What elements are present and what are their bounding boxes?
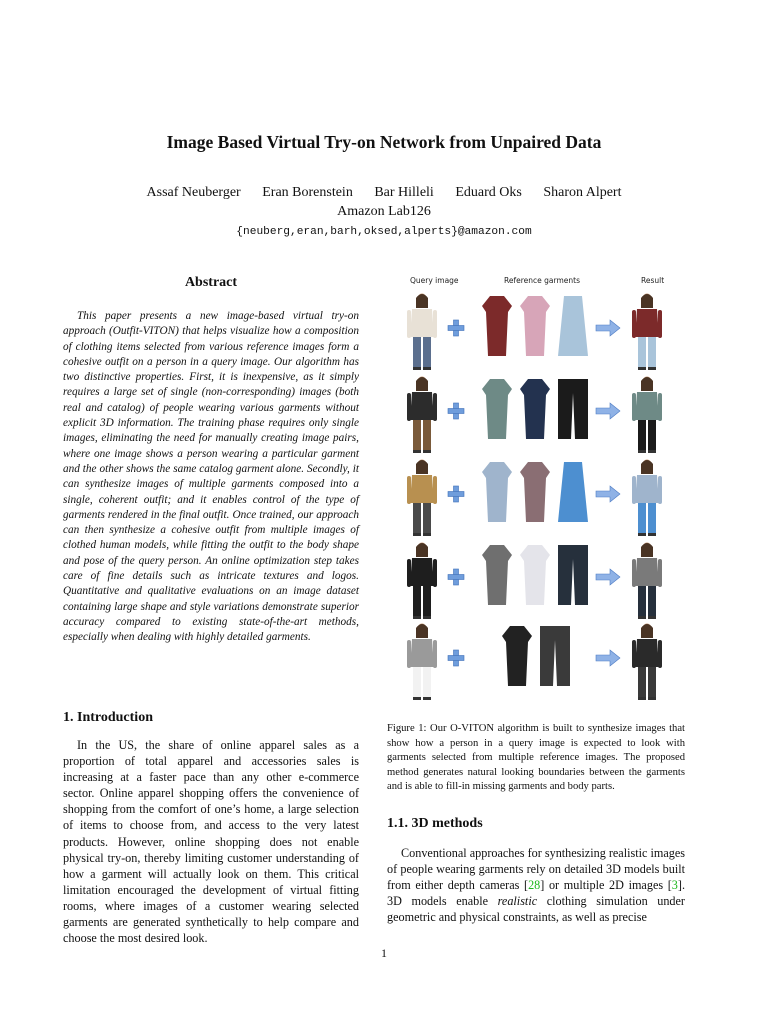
- result-person-leg: [648, 586, 656, 616]
- query-person-leg: [423, 586, 431, 616]
- result-person-arm: [658, 393, 662, 421]
- text-run: ] or multiple 2D images [: [540, 878, 672, 893]
- arrow-right-icon: [596, 403, 620, 419]
- result-person-top: [635, 475, 659, 503]
- query-person-arm: [433, 393, 437, 421]
- query-person-leg: [413, 420, 421, 450]
- result-person-arm: [632, 640, 636, 668]
- plus-icon: [448, 575, 464, 580]
- page-number: 1: [381, 946, 387, 960]
- query-person-hair: [416, 294, 428, 308]
- result-person-top: [635, 558, 659, 586]
- result-person-shoe: [648, 616, 656, 619]
- query-person-leg: [413, 667, 421, 697]
- query-person-top: [410, 639, 434, 667]
- query-person-shoe: [413, 616, 421, 619]
- figure-1: [390, 272, 686, 712]
- text-run: Conventional approaches for synthesizing realistic images of people wearing garments rely on detailed 3D models built from either depth cameras [: [387, 846, 685, 893]
- query-person-top: [410, 475, 434, 503]
- reference-garment: [558, 296, 588, 356]
- section-3d-methods-body: [387, 845, 685, 925]
- reference-garment: [482, 462, 512, 522]
- result-person-shoe: [638, 367, 646, 370]
- result-person-arm: [658, 640, 662, 668]
- author-name: Sharon Alpert: [543, 185, 622, 200]
- try-on-examples-grid: [390, 272, 686, 712]
- arrow-right-icon: [596, 569, 620, 585]
- query-person-shoe: [413, 533, 421, 536]
- query-person-shoe: [413, 367, 421, 370]
- text-run: clothing simulation under geometric and physical constraints, as well as precise: [387, 894, 685, 925]
- reference-garment: [558, 545, 588, 605]
- reference-garment: [520, 462, 550, 522]
- query-person-leg: [423, 667, 431, 697]
- plus-icon: [448, 492, 464, 497]
- query-person-shoe: [423, 450, 431, 453]
- query-person-leg: [413, 337, 421, 367]
- result-person-leg: [648, 337, 656, 367]
- result-person-arm: [632, 559, 636, 587]
- reference-garment: [540, 626, 570, 686]
- query-person-shoe: [423, 616, 431, 619]
- arrow-right-icon: [596, 650, 620, 666]
- result-person-hair: [641, 543, 653, 557]
- query-person-top: [410, 558, 434, 586]
- citation-link[interactable]: 3: [671, 878, 678, 893]
- plus-icon: [448, 656, 464, 661]
- query-person-arm: [433, 640, 437, 668]
- result-person-arm: [658, 559, 662, 587]
- result-person-top: [635, 392, 659, 420]
- query-person-leg: [423, 420, 431, 450]
- query-person-hair: [416, 624, 428, 638]
- result-person-top: [635, 639, 659, 667]
- result-person-leg: [648, 420, 656, 450]
- reference-garment: [558, 462, 588, 522]
- emphasis: realistic: [497, 894, 538, 909]
- arrow-right-icon: [596, 320, 620, 336]
- result-person-shoe: [638, 616, 646, 619]
- result-person-leg: [648, 667, 656, 697]
- query-person-shoe: [423, 367, 431, 370]
- result-person-shoe: [638, 533, 646, 536]
- query-person-arm: [407, 393, 411, 421]
- query-person-arm: [407, 559, 411, 587]
- query-person-shoe: [413, 697, 421, 700]
- result-person-leg: [638, 420, 646, 450]
- query-person-leg: [423, 503, 431, 533]
- plus-icon: [448, 409, 464, 414]
- reference-garment: [482, 545, 512, 605]
- result-person-hair: [641, 377, 653, 391]
- abstract-body: This paper presents a new image-based virtual try-on approach (Outfit-VITON) that helps visualize how a composition of clothing items selected from various reference images form a cohesive outfit on a person in a query image. Our algorithm has two distinctive properties. First, it is inexpensive, as it simply requires a large set of single (non-corresponding) images (both real and catalog) of people wearing various garments without explicit 3D information. The training phase requires only single images, eliminating the need for manually creating image pairs, where one image shows a person wearing a particular garment and the other shows the same catalog garment alone. Secondly, it can synthesize images of multiple garments composed into a single, coherent outfit; and it enables control of the type of garments rendered in the final outfit. Once trained, our approach can then synthesize a cohesive outfit from multiple images of clothed human models, while fitting the outfit to the body shape and pose of the query person. An online optimization step takes care of fine details such as intricate textures and logos. Quantitative and qualitative evaluations on an image dataset containing large shape and style variations demonstrate superior accuracy compared to existing state-of-the-art methods, especially when dealing with highly detailed garments.: [63, 310, 359, 644]
- query-person-arm: [433, 559, 437, 587]
- introduction-body: In the US, the share of online apparel sales as a proportion of total apparel and accessories sales is increasing at a faster pace than any other e-commerce sector. Online apparel shopping offers the convenience of shopping from the comfort of one’s home, a large selection of items to choose from, and access to the very latest products. However, online shopping does not enable physical try-on, thereby limiting customer understanding of how a garment will actually look on them. This critical limitation encouraged the development of virtual fitting rooms, where images of a customer wearing selected garments are generated synthetically to help compare and choose the most desired look.: [63, 738, 359, 946]
- result-person-shoe: [648, 450, 656, 453]
- label-reference-garments: Reference garments: [504, 276, 580, 285]
- reference-garment: [482, 379, 512, 439]
- abstract-heading: Abstract: [184, 275, 238, 290]
- result-person-arm: [658, 476, 662, 504]
- reference-garment: [502, 626, 532, 686]
- reference-garment: [482, 296, 512, 356]
- result-person-top: [635, 309, 659, 337]
- query-person-arm: [407, 640, 411, 668]
- query-person-shoe: [423, 697, 431, 700]
- query-person-shoe: [423, 533, 431, 536]
- label-result: Result: [641, 276, 665, 285]
- result-person-hair: [641, 624, 653, 638]
- figure-1-caption: Figure 1: Our O-VITON algorithm is built to synthesize images that show how a person in a query image is expected to look with garments selected from multiple reference images. The proposed method generates natural looking boundaries between the garments and is able to fill-in missing garments and body parts.: [387, 723, 685, 793]
- query-person-leg: [423, 337, 431, 367]
- query-person-top: [410, 309, 434, 337]
- result-person-leg: [648, 503, 656, 533]
- result-person-shoe: [638, 697, 646, 700]
- query-person-shoe: [413, 450, 421, 453]
- author-name: Assaf Neuberger: [146, 185, 241, 200]
- result-person-shoe: [648, 697, 656, 700]
- author-emails: {neuberg,eran,barh,oksed,alperts}@amazon.com: [236, 226, 532, 238]
- reference-garment: [520, 545, 550, 605]
- reference-garment: [520, 379, 550, 439]
- result-person-arm: [632, 310, 636, 338]
- result-person-leg: [638, 337, 646, 367]
- plus-icon: [448, 326, 464, 331]
- query-person-arm: [433, 310, 437, 338]
- citation-link[interactable]: 28: [528, 878, 541, 893]
- result-person-hair: [641, 294, 653, 308]
- author-list: [0, 185, 768, 201]
- author-name: Eran Borenstein: [262, 185, 353, 200]
- author-name: Bar Hilleli: [374, 185, 434, 200]
- author-name: Eduard Oks: [455, 185, 522, 200]
- affiliation: Amazon Lab126: [337, 204, 431, 219]
- label-query-image: Query image: [410, 276, 459, 285]
- result-person-leg: [638, 586, 646, 616]
- reference-garment: [558, 379, 588, 439]
- text-run: ]. 3D models enable: [387, 878, 685, 909]
- query-person-top: [410, 392, 434, 420]
- reference-garment: [520, 296, 550, 356]
- query-person-arm: [433, 476, 437, 504]
- section-3d-methods-heading: 1.1. 3D methods: [387, 816, 483, 831]
- query-person-arm: [407, 310, 411, 338]
- query-person-hair: [416, 377, 428, 391]
- result-person-leg: [638, 503, 646, 533]
- introduction-heading: 1. Introduction: [63, 710, 153, 725]
- result-person-hair: [641, 460, 653, 474]
- result-person-arm: [632, 393, 636, 421]
- result-person-shoe: [648, 367, 656, 370]
- query-person-arm: [407, 476, 411, 504]
- paper-title: Image Based Virtual Try-on Network from Unpaired Data: [166, 132, 602, 152]
- query-person-leg: [413, 503, 421, 533]
- result-person-leg: [638, 667, 646, 697]
- query-person-leg: [413, 586, 421, 616]
- result-person-arm: [632, 476, 636, 504]
- result-person-arm: [658, 310, 662, 338]
- result-person-shoe: [648, 533, 656, 536]
- result-person-shoe: [638, 450, 646, 453]
- arrow-right-icon: [596, 486, 620, 502]
- query-person-hair: [416, 543, 428, 557]
- query-person-hair: [416, 460, 428, 474]
